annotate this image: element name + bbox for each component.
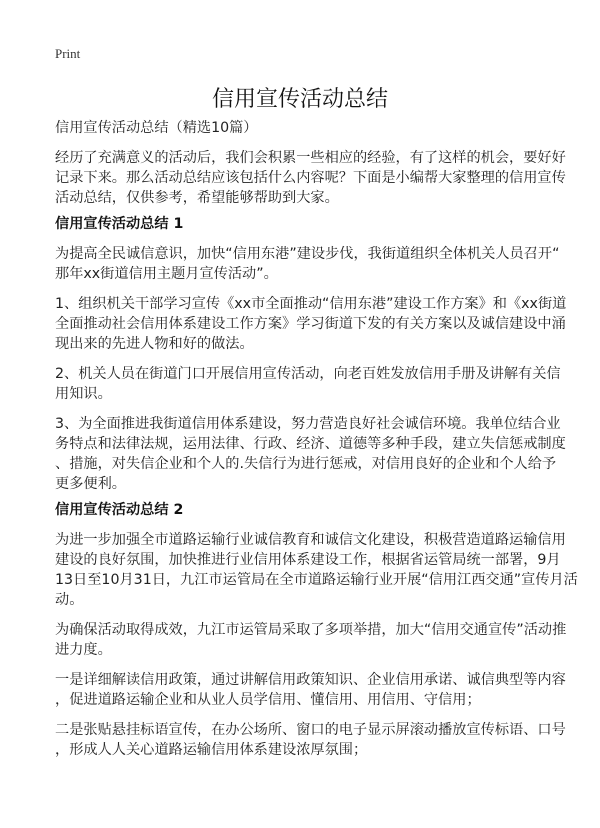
text-line: 一是详细解读信用政策，通过讲解信用政策知识、企业信用承诺、诚信典型等内容 [55, 672, 566, 688]
text-line: ，形成人人关心道路运输信用体系建设浓厚氛围； [55, 742, 368, 758]
text-line: 动。 [55, 592, 84, 608]
text-line: 为进一步加强全市道路运输行业诚信教育和诚信文化建设，积极营造道路运输信用 [55, 532, 566, 548]
paragraph [55, 244, 560, 284]
text-line: 为确保活动取得成效，九江市运管局采取了多项举措，加大“信用交通宣传”活动推 [55, 622, 567, 638]
text-line: 活动总结，仅供参考，希望能够帮助到大家。 [55, 190, 339, 206]
text-line: 建设的良好氛围，加快推进行业信用体系建设工作，根据省运管局统一部署，9月 [55, 552, 561, 568]
text-line: 现出来的先进人物和好的做法。 [55, 336, 254, 352]
intro-paragraph [55, 148, 566, 208]
text-line: 、措施，对失信企业和个人的.失信行为进行惩戒，对信用良好的企业和个人给予 [55, 456, 557, 472]
paragraph [55, 364, 561, 404]
text-line: 为提高全民诚信意识，加快“信用东港”建设步伐，我街道组织全体机关人员召开“ [55, 246, 560, 262]
paragraph [55, 670, 566, 710]
text-line: 务特点和法律法规，运用法律、行政、经济、道德等多种手段，建立失信惩戒制度 [55, 436, 566, 452]
text-line: ，促进道路运输企业和从业人员学信用、懂信用、用信用、守信用； [55, 692, 481, 708]
paragraph [55, 294, 567, 354]
text-line: 用知识。 [55, 386, 112, 402]
document-body [55, 118, 578, 770]
text-line: 进力度。 [55, 642, 112, 658]
text-line: 那年xx街道信用主题月宣传活动”。 [55, 266, 278, 282]
subtitle [55, 118, 555, 138]
text-line: 二是张贴悬挂标语宣传，在办公场所、窗口的电子显示屏滚动播放宣传标语、口号 [55, 722, 566, 738]
section-1-heading: 信用宣传活动总结 1 [55, 216, 184, 232]
text-line: 2、机关人员在街道门口开展信用宣传活动，向老百姓发放信用手册及讲解有关信 [55, 366, 561, 382]
print-link[interactable]: Print [55, 46, 81, 61]
page-title: 信用宣传活动总结 [211, 87, 388, 112]
paragraph [55, 530, 578, 610]
paragraph [55, 414, 566, 494]
text-line: 记录下来。那么活动总结应该包括什么内容呢？下面是小编帮大家整理的信用宣传 [55, 170, 566, 186]
text-line: 1、组织机关干部学习宣传《xx市全面推动“信用东港”建设工作方案》和《xx街道 [55, 296, 567, 312]
text-line: 更多便利。 [55, 476, 126, 492]
text-line: 13日至10月31日，九江市运管局在全市道路运输行业开展“信用江西交通”宣传月活 [55, 572, 578, 588]
paragraph [55, 620, 567, 660]
text-line: 3、为全面推进我街道信用体系建设，努力营造良好社会诚信环境。我单位结合业 [55, 416, 561, 432]
text-line: 经历了充满意义的活动后，我们会积累一些相应的经验，有了这样的机会，要好好 [55, 150, 566, 166]
text-line: 信用宣传活动总结（精选10篇） [55, 120, 258, 136]
text-line: 全面推动社会信用体系建设工作方案》学习街道下发的有关方案以及诚信建设中涌 [55, 316, 566, 332]
section-2-heading: 信用宣传活动总结 2 [55, 502, 184, 518]
paragraph [55, 720, 566, 760]
